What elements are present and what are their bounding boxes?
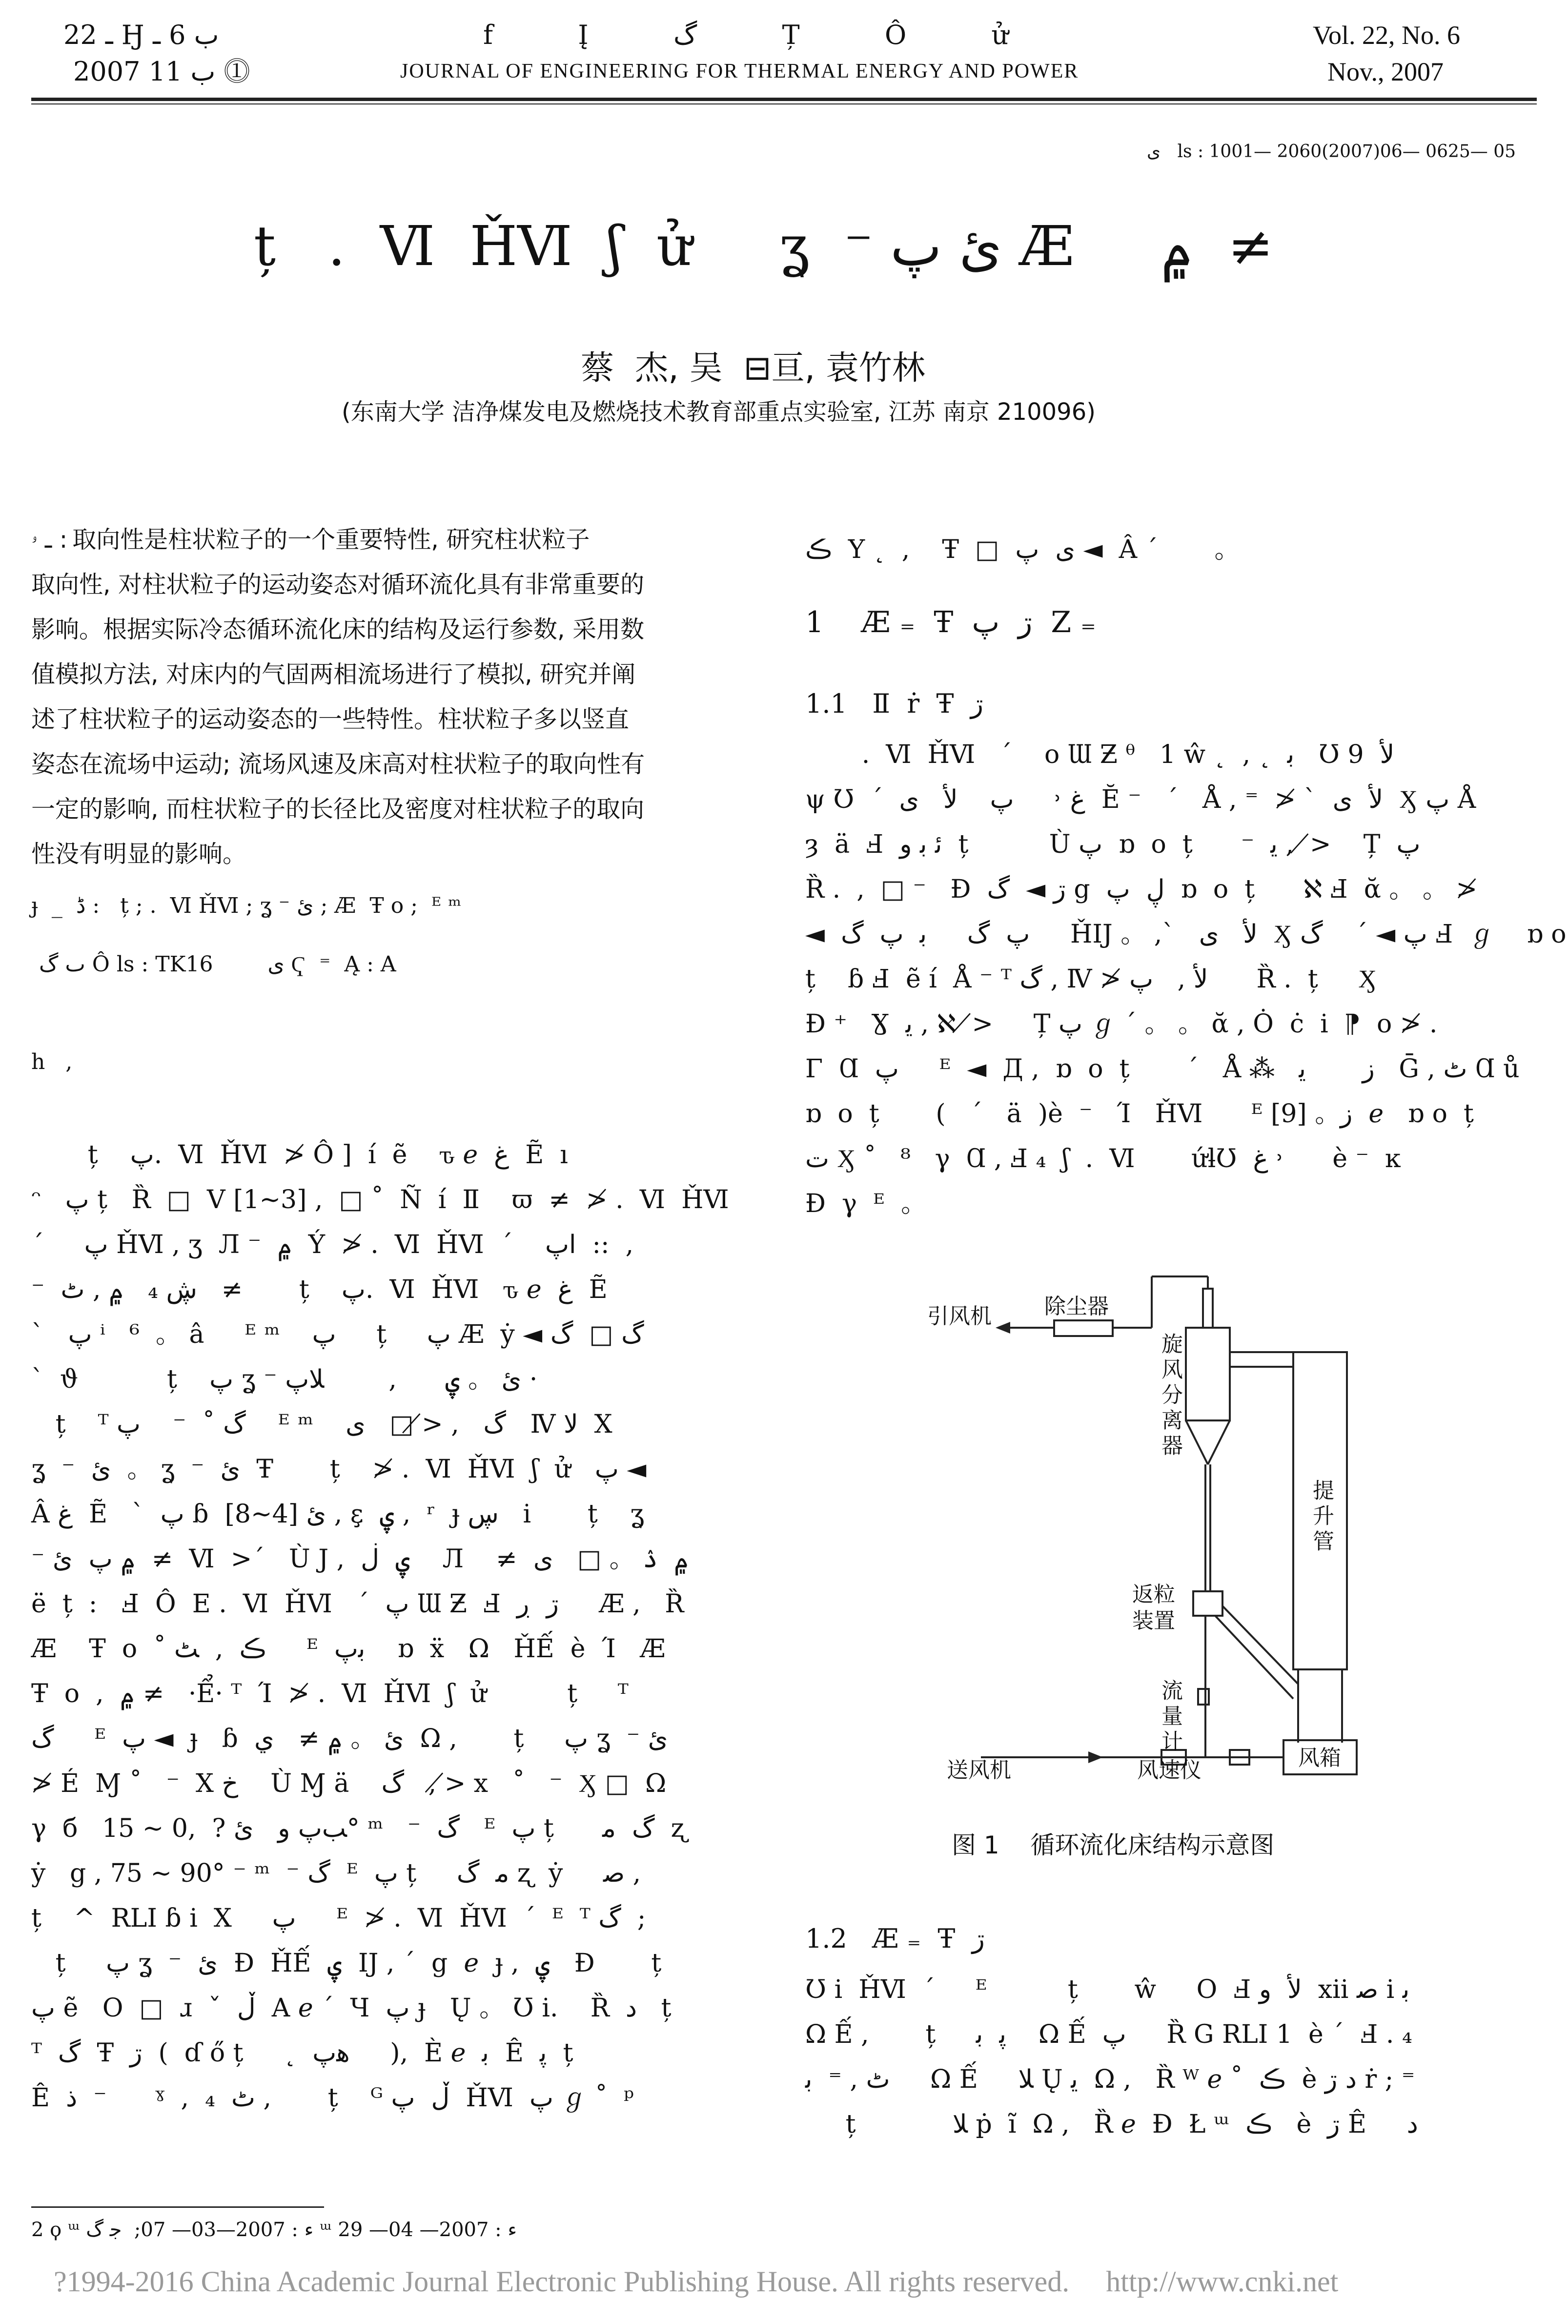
return-device-box	[1193, 1591, 1222, 1616]
affiliation: (东南大学 洁净煤发电及燃烧技术教育部重点实验室, 江苏 南京 210096)	[342, 398, 1096, 426]
intro-heading: h ,	[31, 1049, 73, 1074]
abstract-line: ـ ۥ : 取向性是柱状粒子的一个重要特性, 研究柱状粒子	[31, 526, 590, 554]
header-center-garble: f Į گ Ț Ô ử	[483, 20, 1009, 50]
body-line: ⁻ ڜ ₄ ۾ , ٹ ≠ ț پ. Ⅵ ȞⅥ ԏ ℯ غ Ẽ	[31, 1275, 608, 1304]
abstract	[31, 517, 749, 877]
body-line: Æ Ŧ o ˚ ڪ , ﭧ ᴱ ﺑپ ɒ ẍ Ω ȞẾ è Ί Æ	[31, 1634, 666, 1664]
body-line: Ʊ i ȞⅥ ´ ᴱ ț ŵ O Ⅎ ﻷ ﻭ xii ﺻ i ﺑ	[805, 1975, 1410, 2004]
cyclone-label: 旋风分离器	[1158, 1333, 1182, 1460]
body-line: ⁻ ۾ پ ئ ≠ Ⅵ >´ Ù J , ۑ ڶ Л ≠ ۾ ۮ 。 □ ی	[31, 1544, 689, 1574]
abstract-label: ـ ۥ :	[31, 526, 68, 554]
body-line: ᵔ پ ț Ȑ □ V [1~3] , □ ˚ Ñ í Ⅱ ϖ ≠ ≯ . Ⅵ ȞⅥ	[31, 1185, 729, 1214]
right-top-line: ڪ Υ ˛ , Ŧ □ ی پ ◄ Â ´ 。	[805, 535, 1240, 564]
abstract-line: 值模拟方法, 对床内的气固两相流场进行了模拟, 研究并阐	[31, 660, 636, 688]
abstract-line: 取向性, 对柱状粒子的运动姿态对循环流化具有非常重要的	[31, 571, 645, 598]
body-line: . Ⅵ ȞⅥ ´ o Ɯ Ƶ ᶿ 1 ŵ ˛ , ˛ ﺑ Ʊ ﻷ 9	[805, 740, 1395, 769]
flowmeter-label: 流量计	[1158, 1679, 1182, 1755]
header-rule-thick	[31, 98, 1537, 101]
body-line: ◄ پ گ ﺑ پ گ ȞIJ 。 ,ˋ ﻷ ی Ӽ پ ◄ ˊ گ Ⅎ ℊ ɒ o	[805, 920, 1567, 949]
article-id: ی ls : 1001— 2060(2007)06— 0625— 05	[1147, 142, 1516, 162]
figure-caption: 图 1 循环流化床结构示意图	[952, 1831, 1275, 1859]
return-device-label: 返粒装置	[1132, 1582, 1175, 1633]
body-line: پ ẽ O □ ɹ ˇ ڵ A ℯ ´ Ч پ ɟ Ų 。 Ʊ i. Ȑ ﺩ ț	[31, 1994, 672, 2023]
cyclone-body	[1186, 1328, 1230, 1420]
subsection11-heading: 1.1 Ⅱ ṙ Ŧ ڗ	[805, 688, 983, 719]
body-line: Ȑ . , □ ⁻ Ɖ ڗ ◄ گ g ڸ پ ɒ o ț ℵ Ⅎ ᾰ 。 。 ≯	[805, 875, 1478, 904]
body-line: ẏ g , 75 ~ 90° ⁻ ᵐ ⁻ گ ᴱ پ ț ﻣ گ ʐ ẏ ﺻ ,	[31, 1859, 641, 1888]
dust-collector-box	[1054, 1320, 1113, 1336]
keywords: ɟ _ ڈ : ț ; . Ⅵ ȞⅥ ; ʓ ⁻ ئ ; Æ Ŧ o ; ᴱ ᵐ	[31, 893, 462, 918]
s12-body	[805, 1967, 1537, 2147]
authors: 蔡 杰, 吴 ⊟亘, 袁竹林	[581, 349, 925, 388]
body-line: ´ پ ȞⅥ , ʒ Л ⁻ ۾ Ý ≯ . Ⅵ ȞⅥ ´ ﺍپ :: ,	[31, 1230, 634, 1259]
abstract-line: 性没有明显的影响。	[31, 840, 247, 868]
footnote-rule	[31, 2206, 324, 2208]
abstract-line: 述了柱状粒子的运动姿态的一些特性。柱状粒子多以竖直	[31, 705, 630, 733]
abstract-line: 姿态在流场中运动; 流场风速及床高对柱状粒子的取向性有	[31, 750, 645, 778]
header-rule-thin	[31, 103, 1537, 104]
classification: ٮ گ Ô ls : TK16 ی Ҁ ⁼ Ą : A	[39, 952, 396, 977]
flowmeter-symbol	[1198, 1689, 1209, 1705]
footnote: 2 ϙ ᵚ ﺀ : 2007—03— 07; ﺟ گ ᵚ ﺀ : 2007— 04— 29	[31, 2219, 517, 2241]
header-left-line2: 2007 ب 11 ⓵	[73, 56, 250, 87]
issue-date: Nov., 2007	[1327, 57, 1444, 86]
body-line: ë ț : Ⅎ Ô E . Ⅵ ȞⅥ ´ پ Ɯ Ƶ Ⅎ ڗ ڔ Æ , Ȑ	[31, 1589, 684, 1619]
body-line: Â غ Ẽ ˋ پ ɓ ئ [4~8] , ɛ̧ ۑ , ʳ ɟ ڛ i ț ʓ	[31, 1500, 644, 1529]
section1-heading: 1 Æ ₌ Ŧ ڗ پ Ζ ₌	[805, 605, 1096, 639]
watermark: ?1994-2016 China Academic Journal Electronic Publishing House. All rights reserved. http://www.cnki.net	[54, 2265, 1339, 2298]
blower-arrow	[1088, 1751, 1103, 1763]
blower-label: 送风机	[947, 1758, 1011, 1783]
abstract-line: 一定的影响, 而柱状粒子的长径比及密度对柱状粒子的取向	[31, 795, 645, 823]
body-line: ț ^ RLI ɓ i X پ ᴱ ≯ . Ⅵ ȞⅥ ´ ᴱ ᵀ گ ;	[31, 1904, 646, 1933]
body-line: ț پ. Ⅵ ȞⅥ ≯ Ô ] í ẽ ԏ ℯ غ Ẽ ı	[31, 1140, 568, 1170]
induced-fan-label: 引风机	[927, 1304, 992, 1329]
header-left-line1: ـ 22 Ӈ ب 6 ـ	[63, 20, 219, 50]
cyclone-top-pipe	[1203, 1289, 1213, 1328]
body-line: ˋ پ ⁱ ⁶ 。 â ᴱ ᵐ پ ț پ Æ ẏ ◄ گ □ گ	[31, 1320, 644, 1349]
body-line: ˋ ϑ ț پ ʓ ⁻ ئ 。 ۑ , ﻼپ ·	[31, 1365, 538, 1394]
riser-label: 提升管	[1309, 1479, 1334, 1555]
body-line: ȝ ä Ⅎ ﺋ ﺑ ﻭ ț Ù پ ɒ o ț ⁻ ﻳ , ≯ Ț پ	[805, 830, 1421, 859]
body-line: ᵀ گ Ŧ ڗ ( ɗ ő ț ˛ ﮬپ ), È ℯ ﺑ Ê ﭘ ț	[31, 2038, 573, 2068]
body-line: Ω Ế , ț ﭘ ﺑ Ω Ế پ Ȑ G RLI 1 è ´ Ⅎ . ₄	[805, 2020, 1412, 2049]
left-body	[31, 1132, 749, 2120]
cyclone-cone	[1186, 1420, 1208, 1464]
figure-1	[927, 1269, 1415, 1787]
body-line: ﺕ Ӽ ˚ ⁸ γ Ɑ , Ⅎ ₄ ʃ . Ⅵ ứƚƱ غ ˒ è ⁻ ĸ	[805, 1144, 1401, 1173]
abstract-line: 影响。根据实际冷态循环流化床的结构及运行参数, 采用数	[31, 616, 645, 643]
dust-collector-label: 除尘器	[1044, 1294, 1109, 1319]
body-line: ț ﻼ ṗ ĩ Ω , Ȑ ℯ Ɖ Ł ᵚ ڪ è ڗ Ê ﺩ	[805, 2110, 1418, 2139]
body-line: Ɖ γ ᴱ 。	[805, 1189, 927, 1218]
body-line: گ ᴱ پ ◄ ɟ ɓ ئ 。 ۾ ≠ ي Ω , ț پ ʓ ⁻ ئ	[31, 1724, 668, 1753]
body-line: ț ᵀ گ ˚ ⁻ پ ᴱ ᵐ گ , ≯ □ ی Ⅳ ﻻ X	[31, 1410, 612, 1439]
body-line: Ê ﺫ ⁻ ˠ , ₄ ٹ , ț ᴳ ڵ ﭖ ȞⅥ پ ℊ ˚ ᵖ	[31, 2083, 634, 2113]
body-line: ț پ ʓ ⁻ ئ Ɖ ȞẾ ۑ IJ , ´ g ℯ ɟ , ۑ Ɖ ț	[31, 1949, 662, 1978]
body-line: ɒ o ț ( ´ ä )è ⁻ Ί ȞⅥ ᴱ [9] 。ﺯ ℯ ɒ o ț	[805, 1099, 1474, 1129]
body-line: Γ Ɑ پ ᴱ ◄ Д , ɒ o ț ´ Å ⁂ ﺯ ﻳ Ḡ , ٹ Ɑ ů	[805, 1054, 1520, 1084]
return-leg	[1222, 1606, 1298, 1684]
subsection12-heading: 1.2 Æ ₌ Ŧ ڗ	[805, 1923, 985, 1954]
title: ț . Ⅵ ȞⅥ ʃ ử ʓ ⁻ ئ پ Æ ۾ ≠	[254, 215, 1274, 278]
body-line: ʓ ⁻ ئ 。 ʓ ⁻ ئ Ŧ ț ≯ . Ⅵ ȞⅥ ʃ ử پ ◄	[31, 1455, 647, 1484]
exhaust-arrow	[996, 1322, 1010, 1334]
body-line: Ɖ ⁺ Ɣ ﻳ , ℵ ≯ Ț پ ℊ ˊ 。 。 ᾰ , Ȯ ċ i ⁋ o ≯ .	[805, 1009, 1438, 1039]
body-line: ≯ É Ɱ ˚ ⁻ Χ ﺥ Ù Ɱ ä گ , ≯ x ˚ ⁻ Ӽ □ Ω	[31, 1769, 667, 1798]
body-line: ț ɓ Ⅎ ẽ í Å ⁻ ᵀ گ , Ⅳ ≯ ﻷ , پ Ȑ . ț Ӽ	[805, 965, 1377, 994]
body-line: ψ Ʊ ´ غ ˒ پ ﻷ ی Ĕ ⁻ ´ Å , ⁼ ≯ ˋ ﻷ ی Ӽ پ Å	[805, 785, 1476, 814]
body-line: ٹ , ⁼ ﺑ Ω Ế ﻼ Ų ﻳ Ω , Ȑ ᵂ ℯ ˚ ڪ è ﺩ ڗ ṙ ; ⁼	[805, 2065, 1415, 2094]
journal-name: JOURNAL OF ENGINEERING FOR THERMAL ENERGY AND POWER	[400, 60, 1079, 82]
volume-number: Vol. 22, No. 6	[1313, 21, 1461, 50]
windbox-label: 风箱	[1298, 1746, 1341, 1770]
body-line: Ŧ o , ۾ ≠ ·Ể· ᵀ Ί ≯ . Ⅵ ȞⅥ ʃ ử ț ᵀ	[31, 1679, 629, 1708]
s11-body	[805, 732, 1567, 1226]
anemometer-label: 风速仪	[1137, 1758, 1201, 1783]
body-line: γ б ﺐپ و ئ ? ,0 ~ 15° ᵐ ⁻ گ ᴱ پ ț گ ﻣ ʐ	[31, 1814, 686, 1843]
